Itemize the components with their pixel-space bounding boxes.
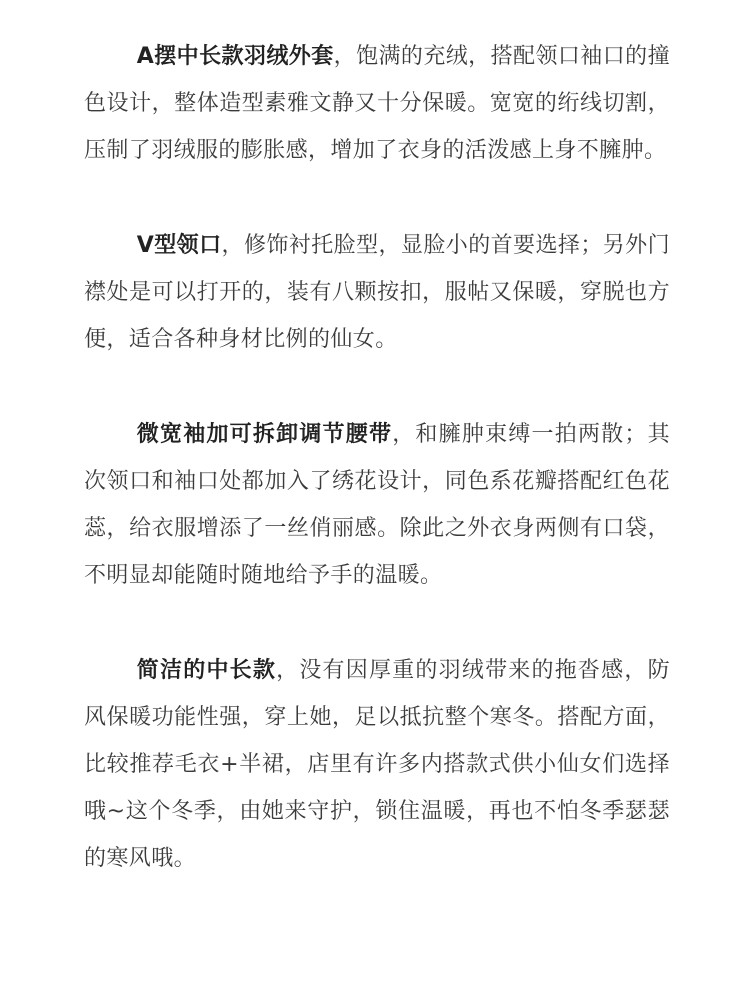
paragraph-heading: A摆中长款羽绒外套 [136, 44, 334, 69]
paragraph-text: ，饱满的充绒，搭配领口袖口的撞色设计，整体造型素雅文静又十分保暖。宽宽的绗线切割，压制了羽绒服的膨胀感，增加了衣身的活泼感上身不臃肿。 [84, 44, 670, 163]
paragraph-a-line-coat [84, 33, 670, 174]
paragraph-text: ，没有因厚重的羽绒带来的拖沓感，防风保暖功能性强，穿上她，足以抵抗整个寒冬。搭配方面，比较推荐毛衣+半裙，店里有许多内搭款式供小仙女们选择哦~这个冬季，由她来守护，锁住温暖，再也不怕冬季瑟瑟的寒风哦。 [84, 658, 670, 871]
paragraph-heading: 微宽袖加可拆卸调节腰带 [136, 422, 393, 447]
paragraph-heading: V型领口 [136, 233, 222, 258]
paragraph-text: ，修饰衬托脸型，显脸小的首要选择；另外门襟处是可以打开的，装有八颗按扣，服帖又保暖，穿脱也方便，适合各种身材比例的仙女。 [84, 233, 670, 352]
article-body [84, 33, 670, 882]
paragraph-v-collar [84, 222, 670, 363]
paragraph-mid-length [84, 647, 670, 882]
paragraph-text: ，和臃肿束缚一拍两散；其次领口和袖口处都加入了绣花设计，同色系花瓣搭配红色花蕊，给衣服增添了一丝俏丽感。除此之外衣身两侧有口袋，不明显却能随时随地给予手的温暖。 [84, 422, 670, 588]
paragraph-sleeves-belt [84, 411, 670, 599]
paragraph-heading: 简洁的中长款 [136, 658, 277, 683]
